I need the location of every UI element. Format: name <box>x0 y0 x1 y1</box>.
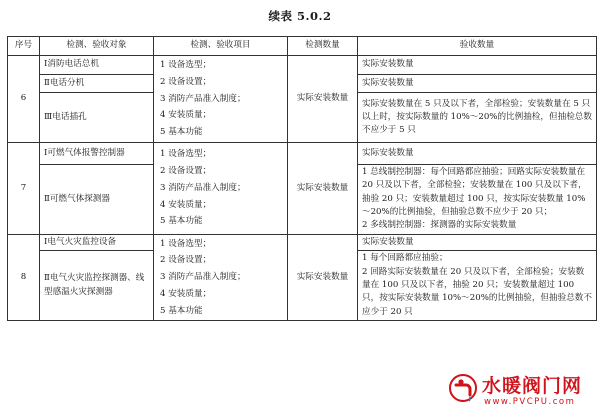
header-row <box>8 37 597 56</box>
watermark-text: 水暖阀门网 <box>482 375 583 397</box>
accept-cell <box>358 251 597 321</box>
faucet-logo-icon <box>448 373 478 403</box>
accept-cell <box>358 165 597 235</box>
item-line: 5 基本功能 <box>160 216 203 227</box>
watermark-url: www.PVCPU.com <box>484 397 576 407</box>
accept-line: 1 每个回路都应抽验； <box>362 253 448 264</box>
table-title: 续表 5.0.2 <box>268 9 332 23</box>
table-row <box>8 142 597 164</box>
item-line: 5 基本功能 <box>160 127 203 137</box>
header-no: 序号 <box>8 37 40 56</box>
items-cell <box>154 142 288 234</box>
object-cell: Ⅰ电气火灾监控设备 <box>40 234 154 250</box>
items-cell <box>154 56 288 143</box>
item-line: 4 安装质量； <box>160 199 212 210</box>
accept-cell: 实际安装数量在 5 只及以下者，全部检验；安装数量在 5 只以上时，按实际数量的 10%～20%的比例抽检，但抽检总数不应少于 5 只 <box>358 93 597 142</box>
header-accept-qty: 验收数量 <box>358 37 597 56</box>
site-watermark <box>448 371 598 411</box>
item-line: 1 设备选型； <box>160 60 212 70</box>
test-qty-cell: 实际安装数量 <box>288 56 358 143</box>
item-line: 1 设备选型； <box>160 238 212 249</box>
accept-cell: 实际安装数量 <box>358 56 597 75</box>
object-cell: Ⅲ电话插孔 <box>40 93 154 142</box>
item-line: 2 设备设置； <box>160 76 212 87</box>
row-number: 7 <box>8 142 40 234</box>
header-items: 检测、验收项目 <box>154 37 288 56</box>
object-cell: Ⅱ电话分机 <box>40 74 154 93</box>
header-object: 检测、验收对象 <box>40 37 154 56</box>
item-line: 1 设备选型； <box>160 149 212 160</box>
header-test-qty: 检测数量 <box>288 37 358 56</box>
item-line: 3 消防产品准入制度； <box>160 182 246 193</box>
row-number: 8 <box>8 234 40 321</box>
test-qty-cell: 实际安装数量 <box>288 234 358 321</box>
object-cell: Ⅱ可燃气体探测器 <box>40 165 154 235</box>
item-line: 5 基本功能 <box>160 305 203 316</box>
item-line: 3 消防产品准入制度； <box>160 93 246 104</box>
object-cell: Ⅰ可燃气体报警控制器 <box>40 142 154 164</box>
item-line: 4 安装质量； <box>160 288 212 299</box>
item-line: 2 设备设置； <box>160 255 212 266</box>
item-line: 2 设备设置； <box>160 166 212 177</box>
accept-cell: 实际安装数量 <box>358 234 597 250</box>
table-row <box>8 234 597 250</box>
accept-line: 1 总线制控制器：每个回路都应抽验；回路实际安装数量在 20 只及以下者，全部检验；安装数量在 100 只及以下者，抽验 20 只；安装数量超过 100 只，按实际安装数量 10%～20%的比例抽验，但抽验总数不应少于 20 只； <box>362 167 587 217</box>
accept-line: 2 回路实际安装数量在 20 只及以下者，全部检验；安装数量在 100 只及以下者，抽验 20 只；安装数量超过 100 只，按实际安装数量 10%～20%的比例抽验，但抽验总数不应少于 20 只 <box>362 266 592 317</box>
accept-cell: 实际安装数量 <box>358 74 597 93</box>
object-cell: Ⅱ电气火灾监控探测器、线型感温火灾探测器 <box>40 251 154 321</box>
row-number: 6 <box>8 56 40 143</box>
table-row <box>8 56 597 75</box>
item-line: 4 安装质量； <box>160 110 212 121</box>
object-cell: Ⅰ消防电话总机 <box>40 56 154 75</box>
item-line: 3 消防产品准入制度； <box>160 272 246 283</box>
items-cell <box>154 234 288 321</box>
accept-line: 2 多线制控制器：探测器的实际安装数量 <box>362 220 517 231</box>
test-qty-cell: 实际安装数量 <box>288 142 358 234</box>
accept-cell: 实际安装数量 <box>358 142 597 164</box>
acceptance-table <box>7 36 597 321</box>
